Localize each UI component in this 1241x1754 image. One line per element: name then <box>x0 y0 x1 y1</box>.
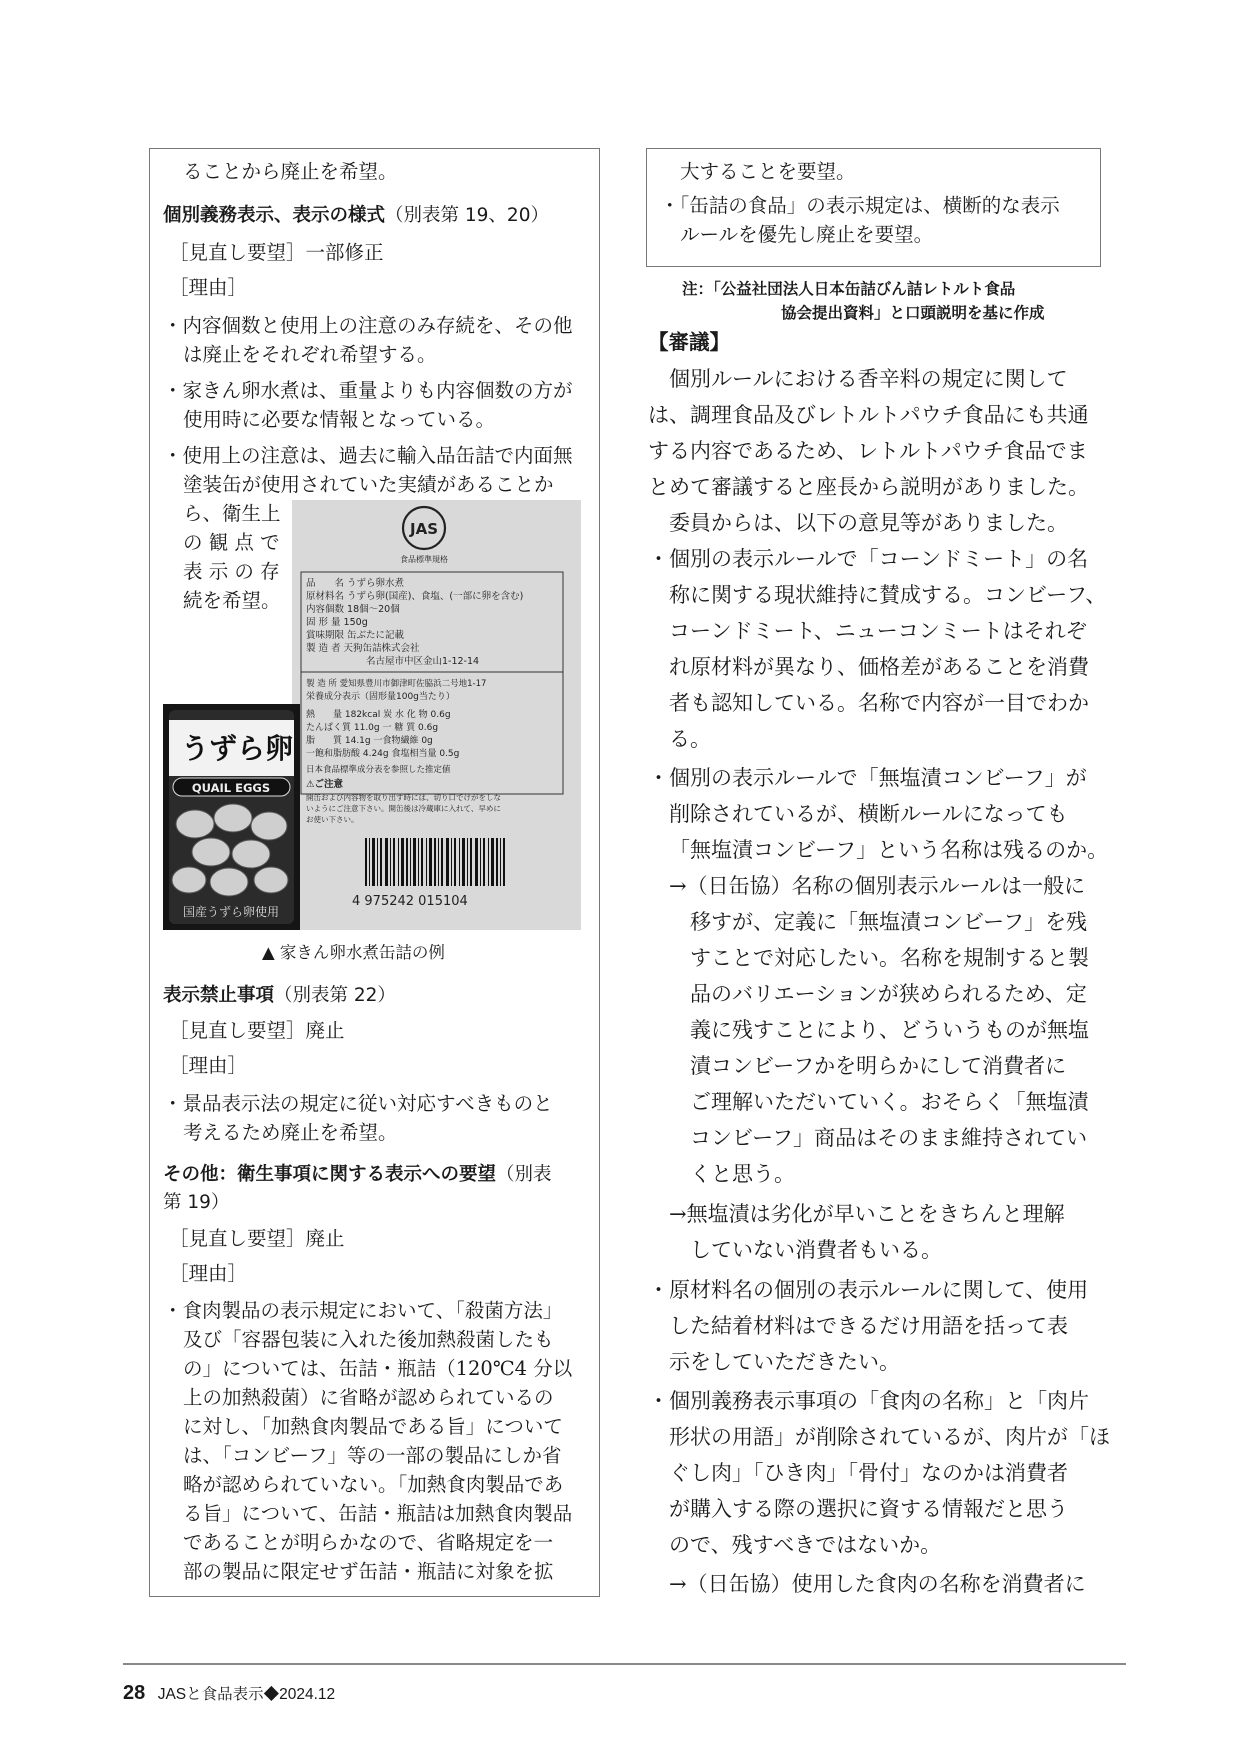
text-line: 義に残すことにより、どういうものが無塩 <box>690 1018 1089 1042</box>
label-row: 品 名 うずら卵水煮 <box>306 578 405 589</box>
heading-ref: （別表 <box>496 1164 552 1185</box>
text-line: ［理由］ <box>169 276 248 299</box>
can-brand: うずら卵 <box>181 732 294 765</box>
caution-line: 開缶および内容物を取り出す時には、切り口でけがをしな <box>306 793 501 802</box>
footer-divider <box>123 1663 1126 1665</box>
section-heading <box>163 1162 552 1188</box>
text-line: コーンドミート、ニューコンミートはそれぞ <box>669 619 1087 643</box>
text-line: ［見直し要望］一部修正 <box>169 241 384 264</box>
section-heading-cont <box>163 1190 229 1216</box>
text-line: ご理解いただいていく。おそらく「無塩漬 <box>690 1090 1089 1114</box>
text-line: すことで対応したい。名称を規制すると製 <box>690 946 1089 970</box>
caution-title: ⚠ご注意 <box>306 779 344 790</box>
heading-ref: （別表第 19、20） <box>385 205 549 226</box>
text-line: ［理由］ <box>169 1054 248 1077</box>
nutrition-row: 脂 質 14.1g 一食物繊維 0g <box>306 736 433 746</box>
text-line: に対し、「加熱食肉製品である旨」について <box>183 1415 563 1438</box>
text-line: ［理由］ <box>169 1262 248 1285</box>
text-line: ので、残すべきではないか。 <box>669 1533 942 1557</box>
text-line: ・景品表示法の規定に従い対応すべきものと <box>163 1092 553 1115</box>
text-line: 及び「容器包装に入れた後加熱殺菌したも <box>183 1328 554 1351</box>
text-line: ルールを優先し廃止を要望。 <box>680 223 934 246</box>
text-line: 形状の用語」が削除されているが、肉片が「ほ <box>669 1425 1110 1449</box>
text-line: 表 示 の 存 <box>183 560 280 583</box>
text-line: 移すが、定義に「無塩漬コンビーフ」を残 <box>690 910 1088 934</box>
label-row: 原材料名 うずら卵(国産)、食塩、(一部に卵を含む) <box>306 591 524 602</box>
text-line: 上の加熱殺菌）に省略が認められているの <box>183 1386 554 1409</box>
text-line: 示をしていただきたい。 <box>669 1350 900 1374</box>
text-line: 者も認知している。名称で内容が一目でわか <box>669 691 1089 715</box>
text-line: ・原材料名の個別の表示ルールに関して、使用 <box>648 1278 1089 1302</box>
text-line: ・個別の表示ルールで「無塩漬コンビーフ」が <box>648 766 1087 790</box>
text-line: 委員からは、以下の意見等がありました。 <box>669 511 1068 535</box>
page-footer <box>123 1682 335 1705</box>
section-heading <box>163 983 396 1009</box>
text-line: は、「コンビーフ」等の一部の製品にしか省 <box>183 1444 562 1467</box>
text-line: 大することを要望。 <box>680 160 856 183</box>
text-line: →（日缶協）名称の個別表示ルールは一般に <box>669 874 1086 898</box>
text-line: 個別ルールにおける香辛料の規定に関して <box>669 367 1068 391</box>
text-line: ・家きん卵水煮は、重量よりも内容個数の方が <box>163 379 573 402</box>
jas-mark-sub: 食品標準規格 <box>400 555 448 564</box>
text-line: ぐし肉」「ひき肉」「骨付」なのかは消費者 <box>669 1461 1068 1485</box>
text-line: ［見直し要望］廃止 <box>169 1019 345 1042</box>
text-line: は、調理食品及びレトルトパウチ食品にも共通 <box>648 403 1089 427</box>
text-line: る。 <box>669 727 711 751</box>
text-line: した結着材料はできるだけ用語を括って表 <box>669 1314 1068 1338</box>
nutrition-row: 一飽和脂肪酸 4.24g 食塩相当量 0.5g <box>306 749 460 759</box>
text-line: ・個別の表示ルールで「コーンドミート」の名 <box>648 547 1089 571</box>
can-english: QUAIL EGGS <box>191 781 271 795</box>
caution-line: お使い下さい。 <box>306 815 359 824</box>
text-line: とめて審議すると座長から説明がありました。 <box>648 475 1089 499</box>
product-photo <box>163 500 581 930</box>
barcode-icon <box>365 838 505 886</box>
text-line: であることが明らかなので、省略規定を一 <box>183 1531 554 1554</box>
label-row: 内容個数 18個〜20個 <box>306 604 400 615</box>
text-line: ［見直し要望］廃止 <box>169 1227 345 1250</box>
text-line: 塗装缶が使用されていた実績があることか <box>183 473 554 496</box>
text-line: ・「缶詰の食品」の表示規定は、横断的な表示 <box>660 194 1060 217</box>
text-line: 略が認められていない。「加熱食肉製品であ <box>183 1473 564 1496</box>
text-line: →無塩漬は劣化が早いことをきちんと理解 <box>669 1202 1065 1226</box>
text-line: 続を希望。 <box>183 589 281 612</box>
text-line: していない消費者もいる。 <box>690 1238 942 1262</box>
text-line: くと思う。 <box>690 1162 795 1186</box>
label-row: 製 造 所 愛知県豊川市御津町佐脇浜二号地1-17 <box>306 679 487 689</box>
label-row: 固 形 量 150g <box>306 617 368 628</box>
text-line: 「無塩漬コンビーフ」という名称は残るのか。 <box>669 838 1109 862</box>
caution-line: いようにご注意下さい。開缶後は冷蔵庫に入れて、早めに <box>306 804 501 813</box>
text-line: 漬コンビーフかを明らかにして消費者に <box>690 1054 1067 1078</box>
text-line: の 観 点 で <box>183 531 280 554</box>
barcode-number: 4 975242 015104 <box>352 894 468 909</box>
source-note: 協会提出資料」と口頭説明を基に作成 <box>781 304 1045 322</box>
nutrition-row: たんぱく質 11.0g 一 糖 質 0.6g <box>306 723 439 733</box>
can-photo <box>163 704 300 930</box>
product-label <box>292 500 581 930</box>
text-line: ・食肉製品の表示規定において、「殺菌方法」 <box>163 1299 563 1322</box>
text-line: の」については、缶詰・瓶詰（120℃4 分以 <box>183 1357 573 1380</box>
label-row: 栄養成分表示（固形量100g当たり） <box>306 692 455 702</box>
label-row: 賞味期限 缶ぶたに記載 <box>306 630 405 641</box>
text-line: 部の製品に限定せず缶詰・瓶詰に対象を拡 <box>183 1560 554 1583</box>
reference-note: 日本食品標準成分表を参照した推定値 <box>306 765 451 775</box>
text-line: する内容であるため、レトルトパウチ食品でま <box>648 439 1088 463</box>
text-line: ら、衛生上 <box>183 502 281 525</box>
source-note: 注：「公益社団法人日本缶詰びん詰レトルト食品 <box>682 280 1016 298</box>
text-line: コンビーフ」商品はそのまま維持されてい <box>690 1126 1088 1150</box>
text-line: ることから廃止を希望。 <box>183 160 398 183</box>
page-number: 28 <box>123 1682 146 1704</box>
text-line: 称に関する現状維持に賛成する。コンビーフ、 <box>669 583 1107 607</box>
text-line: 品のバリエーションが狭められるため、定 <box>690 982 1087 1006</box>
text-line: ・内容個数と使用上の注意のみ存続を、その他 <box>163 314 573 337</box>
text-line: →（日缶協）使用した食肉の名称を消費者に <box>669 1572 1086 1596</box>
heading-text: 表示禁止事項 <box>163 985 275 1006</box>
heading-ref: （別表第 22） <box>274 985 396 1006</box>
text-line: は廃止をそれぞれ希望する。 <box>183 343 437 366</box>
text-line: る旨」について、缶詰・瓶詰は加熱食肉製品 <box>183 1502 573 1525</box>
heading-text: その他：衛生事項に関する表示への要望 <box>163 1164 497 1185</box>
can-bottom: 国産うずら卵使用 <box>182 905 280 919</box>
text-line: ・個別義務表示事項の「食肉の名称」と「肉片 <box>648 1389 1089 1413</box>
nutrition-row: 熱 量 182kcal 炭 水 化 物 0.6g <box>306 710 451 720</box>
label-row: 製 造 者 天狗缶詰株式会社 <box>306 643 420 654</box>
heading-ref: 第 19） <box>163 1192 230 1213</box>
section-heading-shingi: 【審議】 <box>648 330 730 354</box>
text-line: 考えるため廃止を希望。 <box>183 1121 398 1144</box>
text-line: れ原材料が異なり、価格差があることを消費 <box>669 655 1089 679</box>
heading-text: 個別義務表示、表示の様式 <box>163 205 386 226</box>
text-line: が購入する際の選択に資する情報だと思う <box>669 1497 1068 1521</box>
text-line: ・使用上の注意は、過去に輸入品缶詰で内面無 <box>163 444 573 467</box>
text-line: 使用時に必要な情報となっている。 <box>183 408 496 431</box>
section-heading <box>163 203 549 229</box>
jas-mark-text: JAS <box>410 520 438 538</box>
photo-caption: ▲ 家きん卵水煮缶詰の例 <box>262 943 445 962</box>
label-row: 名古屋市中区金山1-12-14 <box>366 656 480 667</box>
text-line: 削除されているが、横断ルールになっても <box>669 802 1068 826</box>
publication-info: JASと食品表示◆2024.12 <box>157 1686 336 1703</box>
